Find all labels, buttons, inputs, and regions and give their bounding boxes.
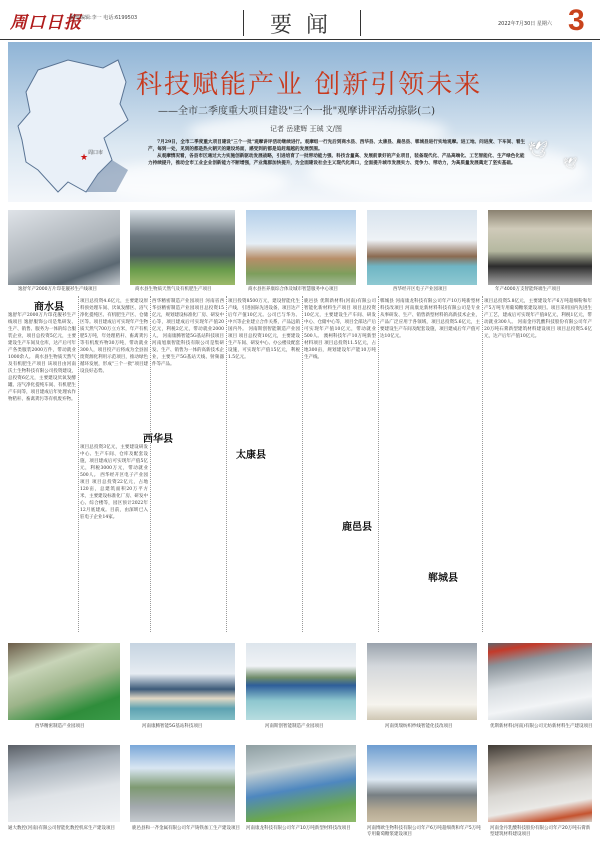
article-column: 项目总投资4.6亿元，主要建设原料预处理车间、厌氧发酵区、沼气净化提纯区、有机肥生产区、仓储区等。项目建成后可实现年产生物质天然气700万立方米，年产有机肥5万吨，年处理秸秆、畜禽粪污等有机废弃物30万吨，带动就业300人，项目投产后将成为全县固废资源化利用示范项目，推动绿色循环发展，形成"三个一批"项目建设良好态势。 [80,299,148,374]
county-heading: 西华县 [143,434,173,445]
intro-text [148,139,528,167]
issue-date: 2022年7月30日 星期六 [498,21,552,27]
article-column: 西华精密制造产业园项目 河南省西华县精密制造产业园项目总投资15亿元，规划建设标准化厂房、研发中心等，项目建成后可实现年产值20亿元，利税2亿元，带动就业2000人。 河南康腾智能5G基站科技项目 河南旭康智能科技有限公司是集研发、生产、销售为一体的高新技术企业，主要生产5G基站天线、射频器件等产品。 [152,299,224,367]
county-heading: 鹿邑县 [342,522,372,533]
photo-smart-manufacturing-park [246,643,356,720]
article-column: 鹿邑县 优斯新材料(河南)有限公司智能化新材料生产项目 项目总投资10亿元，主要建设生产车间、研发中心、仓储中心等，项目全部达产后可实现年产值10亿元，带动就业500人。 澳柯科技年产10万吨新型材料项目 项目总投资11.5亿元，占地300亩，规划建设年产能10万吨生产线。 [304,299,376,360]
dove-icon: 🕊 [563,157,577,170]
photo-caption: 年产4000万支智能终端生产项目 [495,287,561,292]
photo-garment-factory [8,210,120,285]
divider [360,10,361,36]
newspaper-logo: 周口日报 [10,13,82,33]
photo-caption: 商水县生物质天然气及有机肥生产项目 [135,287,212,292]
photo-construction-site [246,210,356,285]
divider [243,10,244,36]
column-rule [150,296,151,632]
photo-caption: 河南奥瑞纺织纱线智能化技改项目 [385,724,453,729]
column-rule [78,296,79,632]
photo-metal-pipes [130,745,235,822]
headline-banner [8,42,592,202]
photo-cnc-machine-factory [8,745,120,822]
photo-nonwoven-factory [488,643,592,720]
photo-caption: 西华精密制造产业园项目 [35,724,85,729]
photo-gypsum-material-plant [488,745,592,822]
editor-info: 値班编辑:李一 电话:6199503 [70,15,138,21]
county-heading: 太康县 [236,450,266,461]
star-icon: ★ [80,153,89,163]
article-column: 项目投资8500万元，建设智能化生产线，引进国际先进设备，项目达产后年产值10亿元。公司已与华为、中兴等企业建立合作关系，产品远销国内外。 河南斯创智能制造产业园项目 项目总投资10亿元，主要建设生产车间、研发中心、办公楼及配套设施，可实现年产值15亿元，利税1.5亿元。 [228,299,300,360]
photo-electronics-park [367,210,477,285]
article-column: 郸城县 河南康龙科技有限公司年产10万吨新型材料技改项目 河南康龙新材料科技有限公司是专业从事研发、生产、销售新型材料的高新技术企业，产品广泛应用于各领域，项目总投资5.6亿元，主要建设生产车间及配套设施，项目建成后年产值可达10亿元。 [380,299,480,339]
column-rule [226,296,227,632]
column-rule [378,296,379,632]
section-title: 要闻 [270,13,343,38]
photo-yarn-factory [367,643,477,720]
article-column: 逸舒年产2000万片印花靓衫生产线项目 逸舒服饰公司是集研发、生产、销售、服务为一体的综合服装企业，项目总投资5亿元，主要建设生产车间及仓库，达产后可年产各类服装2000万件，带动就业1000余人。 商水县生物质天然气及有机肥生产项目 该项目由河南沃土生物科技有限公司投资建设，总投资6亿元，主要建设厌氧发酵罐、沼气净化提纯车间、有机肥生产车间等，项目建成后年处理农作物秸秆、畜禽粪污等有机废弃物。 [8,313,76,402]
byline: 记者 岳建辉 王珹 文/图 [270,125,343,133]
photo-caption: 优斯新材料(河南)有限公司无纺新材料生产建设项目 [490,724,593,729]
photo-caption: 河南康龙科技有限公司年产10万吨新型材料技改项目 [246,826,351,831]
intro-paragraph: 从观摩情况看，各县市区通过大力实施创新驱动发展战略，引进培育了一批带动能力强、科技含量高、发展前景好的产业项目，装备现代化、产品高端化、工艺智能化、生产绿色化能力持续提升，推动全市工业企业创新能力不断增强，产业集群加快提升，为全面建设社会主义现代化周口，全面提升城市发展实力、竞争力、带动力，为高质量发展奠定了坚实基础。 [148,154,525,166]
photo-caption: 河南金丹乳酸科技股份有限公司年产20万吨石膏新型建筑材料建设项目 [490,826,591,837]
article-column: 项目总投资5.8亿元，主要建设年产6万吨超细粉和年产5万吨专用葡萄糖浆建设项目。项目采用国内先进生产工艺，建成后可实现年产值8亿元，利税1亿元，带动就业300人。 河南金丹乳酸科技股份有限公司年产20万吨石膏新型建筑材料建设项目 项目总投资5.6亿元，达产后年产值10亿元。 [484,299,592,339]
masthead [0,0,600,40]
photo-caption: 通大数控(河南)有限公司智能化数控机床生产建设项目 [8,826,116,831]
photo-caption: 西华经开区电子产业园项目 [393,287,447,292]
photo-caption: 商水县医养康综合体及城市智慧服务中心项目 [248,287,338,292]
column-rule [482,296,483,632]
intro-paragraph: 7月29日，全市二季度重大项目建设"三个一批"观摩讲评活动继续进行。观摩组一行先后到商水县、西华县、太康县、鹿邑县、郸城县进行实地观摩。进工地、问进度、下车间、看生产，每到一处，见到的都是热火朝天的建设场面，感受到的都是追赶超越的发展氛围。 [148,140,526,152]
column-rule [302,296,303,632]
map-label: 周口市 [88,150,104,156]
photo-caption: 河南斯创智能制造产业园项目 [265,724,324,729]
dove-icon: 🕊 [528,140,549,159]
photo-caption: 河南康腾智能5G基站科技项目 [142,724,203,729]
photo-aerial-factory [246,745,356,822]
page-number: 3 [568,4,585,37]
county-heading: 郸城县 [428,573,458,584]
photo-biogas-plant [130,210,235,285]
photo-caption: 逸舒年产2000万片印花靓衫生产线项目 [18,287,97,292]
photo-5g-base-station [130,643,235,720]
article-column: 项目总投资3亿元，主要建设研发中心、生产车间、仓库及配套设施，项目建成后可实现年产值5亿元，利税3000万元，带动就业500人。 西华经开区电子产业园项目 项目总投资22亿元，占地120亩，总建筑面积20万平方米，主要建设标准化厂房、研发中心、综合楼等，园区预计2022年12月底建成。目前，由深圳已入驻电子企业14家。 [80,445,148,520]
photo-precision-manufacturing [8,643,120,720]
county-heading: 商水县 [34,302,64,313]
headline-title: 科技赋能产业 创新引领未来 [136,70,483,100]
photo-terminal-factory [488,210,592,285]
photo-steel-structure-construction [367,745,477,822]
photo-caption: 河南博欧生物科技有限公司年产6万吨超细黄和年产5万吨专用葡萄糖浆建设项目 [367,826,481,837]
headline-subtitle: ——全市二季度重大项目建设"三个一批"观摩讲评活动掠影(二) [158,106,436,117]
photo-caption: 鹿邑县和一齐金属有限公司年产铸铁加工生产建设项目 [132,826,240,831]
